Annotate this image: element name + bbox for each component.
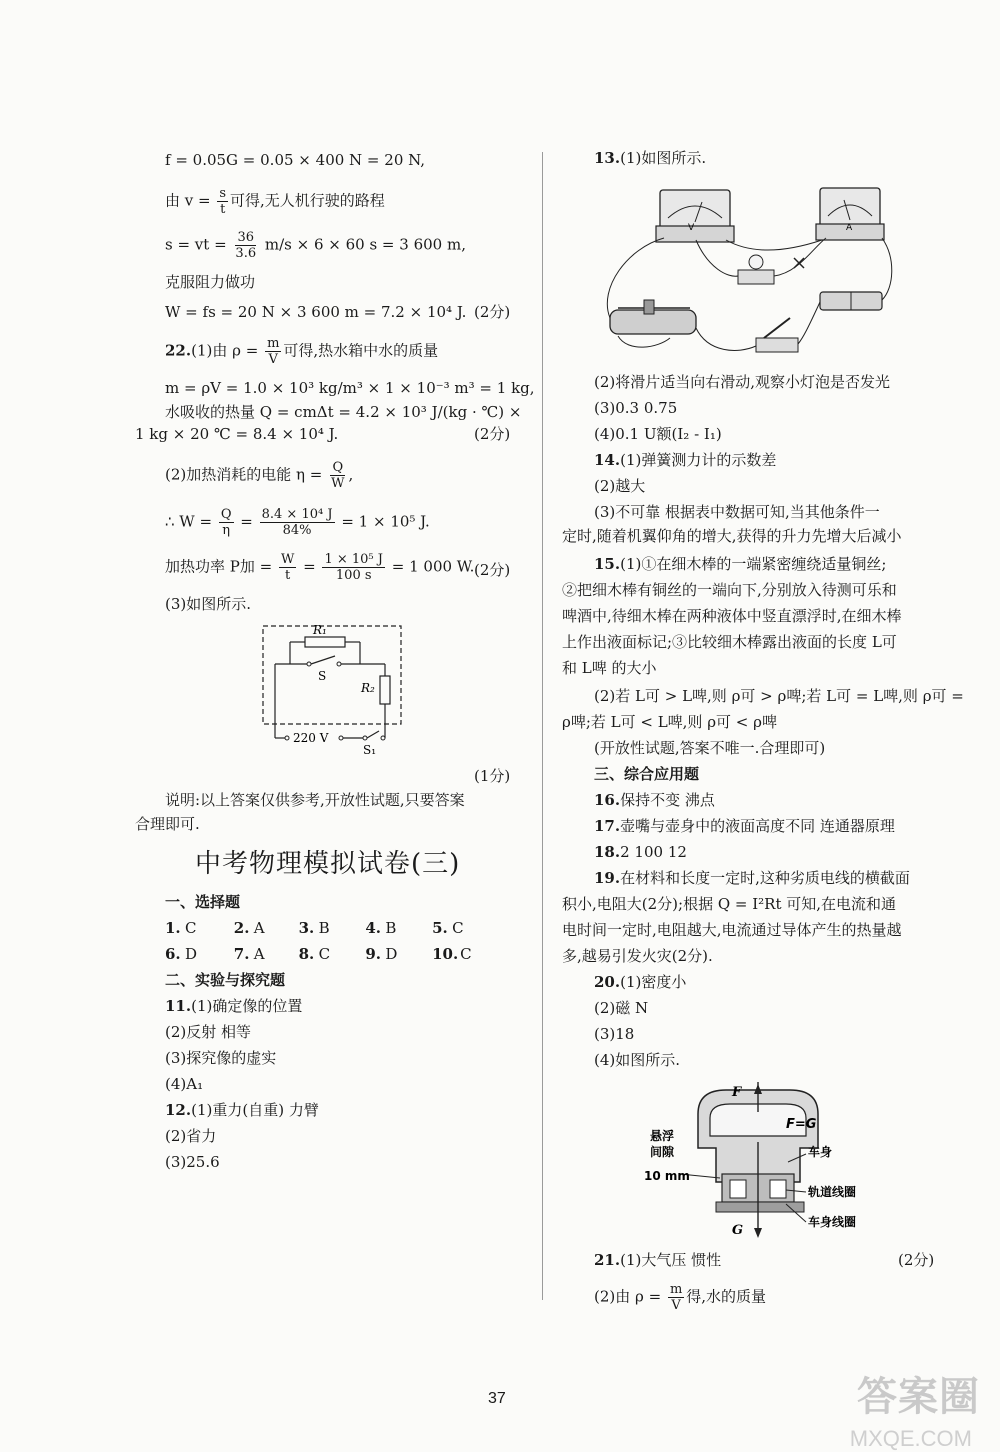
terminal — [285, 736, 289, 740]
wire — [774, 238, 826, 276]
experiment-circuit-figure — [598, 178, 898, 363]
text: = — [298, 557, 321, 576]
q13-line2: (2)将滑片适当向右滑动,观察小灯泡是否发光 — [594, 373, 891, 391]
question-number: 12. — [165, 1101, 192, 1119]
q21-line1 — [594, 1250, 721, 1270]
switch-blade — [764, 318, 790, 338]
score: (2分) — [898, 1251, 935, 1269]
q19-line3: 电时间一定时,电阻越大,电流通过导体产生的热量越 — [562, 921, 902, 939]
text: (1)重力(自重) 力臂 — [191, 1101, 319, 1119]
score: (1分) — [474, 767, 511, 785]
note-line2: 合理即可. — [135, 815, 200, 833]
numerator: Q — [332, 460, 344, 475]
item-number: 5. — [432, 919, 448, 937]
item-answer: C — [318, 945, 331, 963]
q14-line4: 定时,随着机翼仰角的增大,获得的升力先增大后减小 — [562, 527, 902, 545]
text: = 1 000 W. — [386, 557, 475, 576]
label-10mm: 10 mm — [644, 1169, 690, 1183]
eq-power — [165, 552, 474, 583]
terminal — [339, 736, 343, 740]
ammeter-label: A — [846, 223, 853, 233]
text: ∴ W = — [165, 512, 217, 531]
text: = — [235, 512, 258, 531]
q20-line2: (2)磁 N — [594, 999, 649, 1017]
text: 2 100 12 — [620, 843, 687, 861]
section-title: 中考物理模拟试卷(三) — [195, 849, 461, 879]
question-number: 22. — [165, 341, 192, 360]
q20-line1 — [594, 972, 686, 992]
label-s1: S₁ — [363, 743, 377, 757]
text: 保持不变 沸点 — [620, 791, 715, 809]
text: 可得,热水箱中水的质量 — [283, 341, 439, 360]
item-answer: C — [452, 919, 464, 937]
question-number: 13. — [594, 149, 621, 167]
item-number: 7. — [233, 945, 250, 963]
text: 在材料和长度一定时,这种劣质电线的横截面 — [620, 869, 910, 887]
text: (1)弹簧测力计的示数差 — [620, 451, 777, 469]
label-f: F — [732, 1085, 742, 1100]
q22-line1 — [165, 336, 438, 367]
note-line1: 说明:以上答案仅供参考,开放性试题,只要答案 — [165, 791, 465, 809]
wire — [696, 240, 738, 276]
q19-line4: 多,越易引发火灾(2分). — [562, 947, 713, 965]
numerator: Q — [220, 507, 232, 522]
question-number: 20. — [594, 973, 621, 991]
text: , — [348, 465, 354, 484]
rheostat-slider — [644, 300, 654, 314]
item-answer: C — [185, 919, 197, 937]
label-car-body: 车身 — [808, 1145, 833, 1159]
resistor-r2 — [380, 676, 390, 704]
bulb-base — [738, 270, 774, 284]
numerator: W — [280, 552, 295, 567]
q15-line8: (开放性试题,答案不唯一.合理即可) — [594, 739, 826, 757]
question-number: 11. — [165, 997, 192, 1015]
fraction — [279, 552, 296, 583]
q16 — [594, 790, 715, 810]
switch-s1 — [367, 731, 379, 738]
label-f-equals-g: F=G — [786, 1117, 817, 1132]
q15-line3: 啤酒中,待细木棒在两种液体中竖直漂浮时,在细木棒 — [562, 607, 902, 625]
text: 得,水的质量 — [686, 1287, 767, 1306]
page-number: 37 — [488, 1390, 506, 1407]
q12-line3: (3)25.6 — [165, 1153, 220, 1171]
item-number: 8. — [298, 945, 315, 963]
fraction — [260, 507, 335, 538]
item-number: 6. — [165, 945, 181, 963]
denominator: t — [285, 568, 291, 583]
score: (2分) — [474, 425, 511, 443]
eq-heat-cont: 1 kg × 20 ℃ = 8.4 × 10⁴ J. — [135, 425, 339, 443]
q18 — [594, 842, 687, 862]
arrowhead-down-icon — [754, 1228, 762, 1238]
label-s: S — [318, 669, 327, 683]
denominator: η — [222, 523, 231, 538]
text: (2)由 ρ = — [594, 1287, 666, 1306]
label-r1: R₁ — [313, 623, 327, 637]
eq-friction: f = 0.05G = 0.05 × 400 N = 20 N, — [165, 151, 426, 169]
wire — [882, 238, 892, 300]
q14-line2: (2)越大 — [594, 477, 646, 495]
denominator: 100 s — [335, 568, 372, 583]
switch-terminal — [337, 662, 341, 666]
track-coil-right — [770, 1180, 786, 1198]
question-number: 17. — [594, 817, 621, 835]
text-see-figure: (3)如图所示. — [165, 595, 252, 613]
score: (2分) — [474, 303, 511, 321]
label-gap2: 间隙 — [650, 1145, 675, 1159]
section-heading-experiment: 二、实验与探究题 — [165, 971, 286, 989]
question-number: 21. — [594, 1251, 621, 1269]
track-coil-left — [730, 1180, 746, 1198]
resistor-r1 — [305, 637, 345, 647]
question-number: 14. — [594, 451, 621, 469]
wire — [607, 238, 664, 318]
numerator: 1 × 10⁵ J — [324, 552, 383, 567]
label-body-coil: 车身线圈 — [808, 1215, 857, 1229]
label-gap: 悬浮 — [650, 1129, 675, 1143]
q11-line3: (3)探究像的虚实 — [165, 1049, 277, 1067]
dashed-box — [263, 626, 401, 724]
item-answer: D — [185, 945, 198, 963]
text: (1)由 ρ = — [191, 341, 264, 360]
item-answer: C — [460, 945, 472, 963]
denominator: t — [220, 202, 226, 217]
q13-line1 — [594, 148, 706, 168]
section-heading-application: 三、综合应用题 — [594, 765, 700, 783]
q12-line2: (2)省力 — [165, 1127, 217, 1145]
q19-line1 — [594, 868, 910, 888]
text: 由 v = — [165, 191, 216, 210]
denominator: 3.6 — [235, 246, 257, 261]
section-heading-choice: 一、选择题 — [165, 893, 241, 911]
item-number: 1. — [165, 919, 181, 937]
denominator: V — [268, 352, 278, 367]
eq-work: W = fs = 20 N × 3 600 m = 7.2 × 10⁴ J. — [165, 303, 467, 321]
q20-line3: (3)18 — [594, 1025, 635, 1043]
fraction — [329, 460, 346, 491]
item-answer: B — [385, 919, 397, 937]
switch-terminal — [307, 662, 311, 666]
label-voltage: 220 V — [293, 731, 329, 745]
eq-speed-line — [165, 186, 385, 217]
switch-base — [756, 338, 798, 352]
eq-heat: 水吸收的热量 Q = cmΔt = 4.2 × 10³ J/(kg · ℃) × — [165, 403, 522, 421]
fraction — [322, 552, 385, 583]
q15-line6: (2)若 L可 > L啤,则 ρ可 > ρ啤;若 L可 = L啤,则 ρ可 = — [594, 687, 964, 705]
item-number: 4. — [365, 919, 382, 937]
q17 — [594, 816, 895, 836]
item-answer: D — [385, 945, 398, 963]
eq-energy — [165, 507, 430, 538]
wire — [798, 302, 820, 344]
q15-line1 — [594, 554, 886, 574]
text: 加热功率 P加 = — [165, 557, 277, 576]
voltmeter-label: V — [688, 223, 695, 233]
item-number: 3. — [298, 919, 315, 937]
question-number: 16. — [594, 791, 621, 809]
text: (1)①在细木棒的一端紧密缠绕适量铜丝; — [620, 555, 887, 573]
q21-line2 — [594, 1282, 766, 1313]
label-r2: R₂ — [361, 681, 375, 695]
circuit-diagram — [255, 620, 410, 760]
denominator: V — [671, 1298, 681, 1313]
wire — [618, 336, 670, 347]
wire — [696, 328, 756, 350]
text: 壶嘴与壶身中的液面高度不同 连通器原理 — [620, 817, 895, 835]
switch-s — [311, 656, 335, 664]
label-g: G — [732, 1223, 744, 1238]
q13-line4: (4)0.1 U额(I₂ - I₁) — [594, 425, 722, 443]
text: (1)确定像的位置 — [191, 997, 303, 1015]
q15-line7: ρ啤;若 L可 < L啤,则 ρ可 < ρ啤 — [562, 713, 777, 731]
denominator: 84% — [282, 523, 312, 538]
text: = 1 × 10⁵ J. — [336, 512, 430, 531]
fraction — [233, 230, 258, 261]
numerator: 36 — [237, 230, 255, 245]
switch-terminal — [363, 736, 367, 740]
text-work: 克服阻力做功 — [165, 273, 256, 291]
question-number: 18. — [594, 843, 621, 861]
track-base — [716, 1202, 804, 1212]
q15-line5: 和 L啤 的大小 — [562, 659, 657, 677]
q19-line2: 积小,电阻大(2分);根据 Q = I²Rt 可知,在电流和通 — [562, 895, 897, 913]
item-number: 2. — [233, 919, 250, 937]
item-answer: B — [318, 919, 330, 937]
numerator: m — [669, 1282, 683, 1297]
q14-line1 — [594, 450, 776, 470]
q15-line2: ②把细木棒有铜丝的一端向下,分别放入待测可乐和 — [562, 581, 897, 599]
text: 可得,无人机行驶的路程 — [230, 191, 385, 210]
eq-efficiency — [165, 460, 353, 491]
item-number: 9. — [365, 945, 382, 963]
fraction — [219, 507, 234, 538]
question-number: 15. — [594, 555, 621, 573]
q13-line3: (3)0.3 0.75 — [594, 399, 678, 417]
eq-mass: m = ρV = 1.0 × 10³ kg/m³ × 1 × 10⁻³ m³ = 1 kg, — [165, 379, 535, 397]
item-number: 10. — [432, 945, 459, 963]
q12-line1 — [165, 1100, 319, 1120]
mc-answers-row1 — [165, 918, 464, 938]
watermark-url: MXQE.COM — [849, 1426, 972, 1451]
text: m/s × 6 × 60 s = 3 600 m, — [260, 235, 466, 254]
score: (2分) — [474, 561, 511, 579]
fraction — [217, 186, 228, 217]
numerator: s — [219, 186, 227, 201]
question-number: 19. — [594, 869, 621, 887]
eq-distance — [165, 230, 466, 261]
q14-line3: (3)不可靠 根据表中数据可知,当其他条件一 — [594, 503, 880, 521]
text: (2)加热消耗的电能 η = — [165, 465, 328, 484]
q11-line4: (4)A₁ — [165, 1075, 204, 1093]
arrowhead-up-icon — [754, 1084, 762, 1094]
q20-line4: (4)如图所示. — [594, 1051, 681, 1069]
label-track-coil: 轨道线圈 — [808, 1185, 857, 1199]
maglev-figure — [640, 1082, 900, 1244]
watermark-logo: 答案圈 — [857, 1375, 980, 1419]
item-answer: A — [253, 945, 265, 963]
mc-answers-row2 — [165, 944, 472, 964]
denominator: W — [331, 476, 345, 491]
text: s = vt = — [165, 235, 232, 254]
fraction — [668, 1282, 684, 1313]
text: (1)大气压 惯性 — [620, 1251, 722, 1269]
column-divider — [542, 152, 543, 1300]
numerator: m — [267, 336, 280, 351]
q15-line4: 上作出液面标记;③比较细木棒露出液面的长度 L可 — [562, 633, 897, 651]
fraction — [265, 336, 281, 367]
text: (1)如图所示. — [620, 149, 707, 167]
q11-line2: (2)反射 相等 — [165, 1023, 252, 1041]
wire — [726, 240, 822, 250]
bulb-icon — [749, 255, 763, 269]
numerator: 8.4 × 10⁴ J — [261, 507, 333, 522]
text: (1)密度小 — [620, 973, 687, 991]
q11-line1 — [165, 996, 302, 1016]
item-answer: A — [253, 919, 265, 937]
voltmeter-base — [656, 226, 734, 242]
